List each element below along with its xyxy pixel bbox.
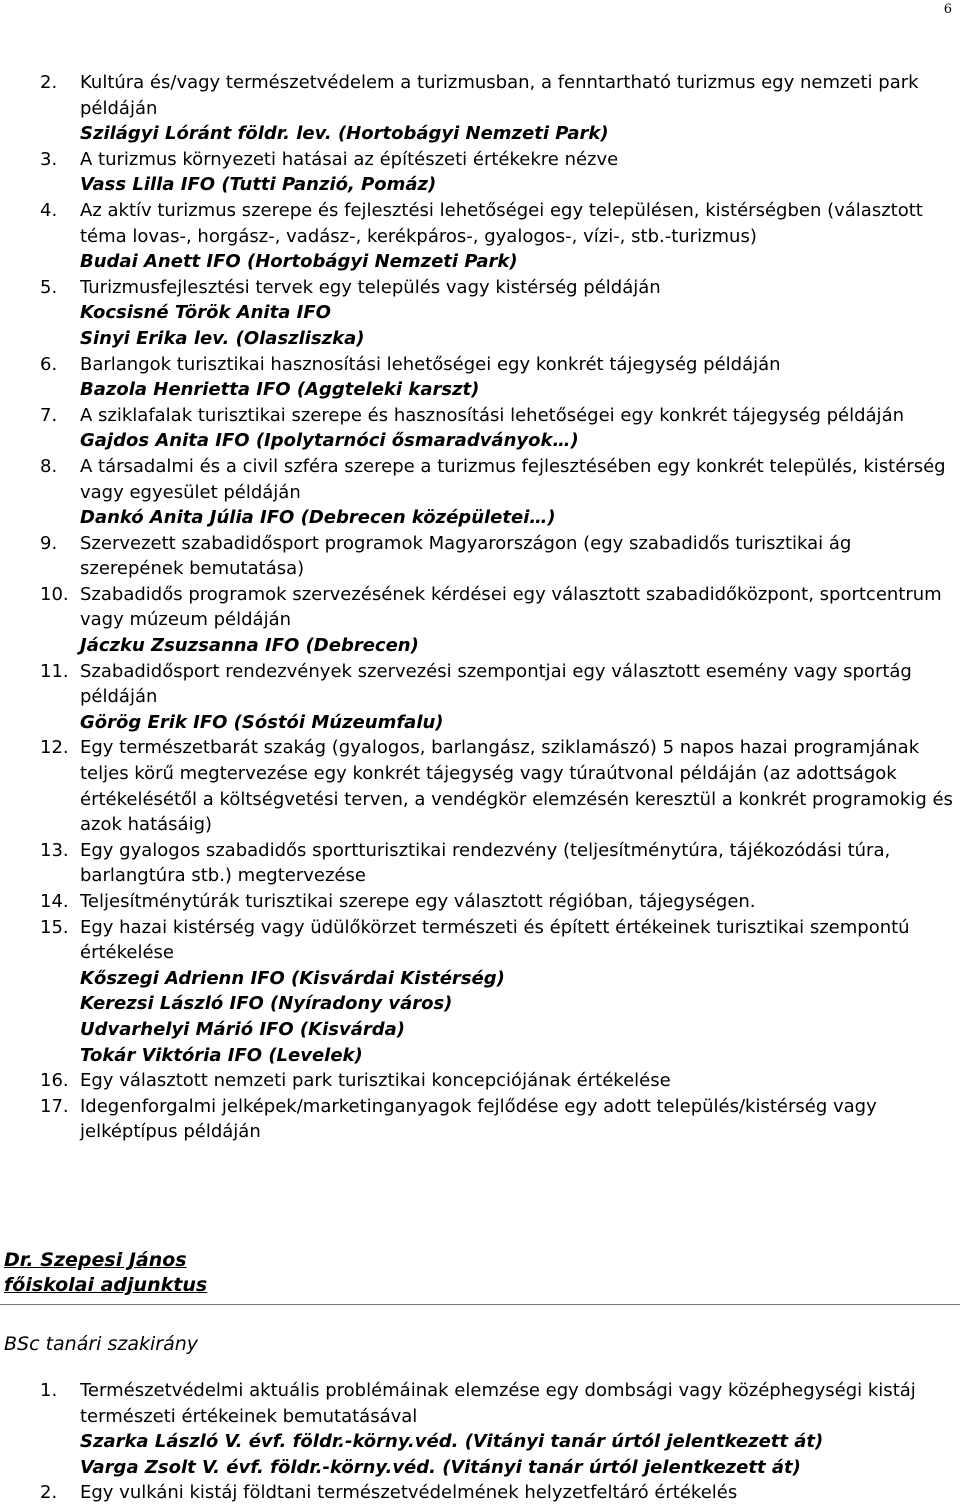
item-author: Szarka László V. évf. földr.-körny.véd. (Vitányi tanár úrtól jelentkezett át)	[80, 1431, 824, 1453]
item-body	[80, 735, 955, 837]
item-number: 5.	[40, 276, 58, 298]
item-number: 10.	[40, 583, 69, 605]
item-title: A sziklafalak turisztikai szerepe és hasznosítási lehetőségei egy konkrét tájegység példáján	[80, 404, 905, 426]
item-author: Szilágyi Lóránt földr. lev. (Hortobágyi Nemzeti Park)	[80, 123, 609, 145]
topic-list-bsc	[40, 1378, 955, 1506]
item-body	[80, 352, 955, 403]
item-author: Sinyi Erika lev. (Olaszliszka)	[80, 327, 365, 349]
item-body	[80, 275, 955, 352]
item-author: Vass Lilla IFO (Tutti Panzió, Pomáz)	[80, 174, 437, 196]
list-item	[40, 838, 955, 889]
item-body	[80, 454, 955, 531]
item-author: Gajdos Anita IFO (Ipolytarnóci ősmaradványok…)	[80, 430, 579, 452]
list-item	[40, 1094, 955, 1145]
item-title: Egy gyalogos szabadidős sportturisztikai rendezvény (teljesítménytúra, tájékozódási túra, barlangtúra stb.) megtervezése	[80, 839, 891, 887]
item-number: 14.	[40, 891, 69, 912]
item-body	[80, 70, 955, 147]
supervisor-name: Dr. Szepesi János	[4, 1249, 187, 1271]
item-title: Egy vulkáni kistáj földtani természetvédelmének helyzetfeltáró értékelés	[80, 1482, 738, 1504]
item-number: 9.	[40, 532, 58, 554]
item-title: Kultúra és/vagy természetvédelem a turizmusban, a fenntartható turizmus egy nemzeti park példáján	[80, 72, 919, 119]
item-body	[80, 1378, 955, 1480]
item-title: Szervezett szabadidősport programok Magyarországon (egy szabadidős turisztikai ág szerepének bemutatása)	[80, 532, 852, 580]
item-number: 3.	[40, 148, 58, 170]
item-body	[80, 582, 955, 659]
item-title: Az aktív turizmus szerepe és fejlesztési lehetőségei egy településen, kistérségben (választott téma lovas-, horgász-, vadász-, kerékpáros-, gyalogos-, vízi-, stb.-turizmus)	[80, 199, 923, 247]
item-body	[80, 1068, 955, 1094]
item-author: Kerezsi László IFO (Nyíradony város)	[80, 993, 453, 1015]
list-item	[40, 1378, 955, 1480]
item-number: 16.	[40, 1070, 69, 1092]
item-author: Kocsisné Török Anita IFO	[80, 302, 331, 324]
item-author: Tokár Viktória IFO (Levelek)	[80, 1044, 363, 1066]
item-body	[80, 1480, 955, 1506]
item-body	[80, 659, 955, 736]
item-number: 6.	[40, 353, 58, 375]
item-title: Természetvédelmi aktuális problémáinak elemzése egy dombsági vagy középhegységi kistáj természeti értékeinek bemutatásával	[80, 1380, 916, 1427]
list-item	[40, 659, 955, 736]
item-number: 2.	[40, 72, 58, 93]
item-title: A társadalmi és a civil szféra szerepe a turizmus fejlesztésében egy konkrét település, kistérség vagy egyesület példáján	[80, 455, 946, 503]
list-item	[40, 531, 955, 582]
item-author: Varga Zsolt V. évf. földr.-körny.véd. (Vitányi tanár úrtól jelentkezett át)	[80, 1456, 801, 1478]
item-title: Szabadidős programok szervezésének kérdései egy választott szabadidőközpont, sportcentrum vagy múzeum példáján	[80, 583, 942, 631]
item-author: Budai Anett IFO (Hortobágyi Nemzeti Park)	[80, 251, 518, 273]
item-body	[80, 1094, 955, 1145]
list-item	[40, 147, 955, 198]
item-title: Teljesítménytúrák turisztikai szerepe egy választott régióban, tájegységen.	[80, 891, 756, 912]
list-item	[40, 198, 955, 275]
item-author: Udvarhelyi Márió IFO (Kisvárda)	[80, 1018, 405, 1040]
item-number: 13.	[40, 839, 69, 861]
item-title: Egy természetbarát szakág (gyalogos, barlangász, sziklamászó) 5 napos hazai programjának teljes körű megtervezése egy konkrét tájegység vagy túraútvonal példáján (az adottságok értékelésétől a költségvetési terven, a vendégkör elemzésén keresztül a konkrét programokig és azok hatásáig)	[80, 737, 953, 836]
item-number: 1.	[40, 1380, 58, 1401]
item-body	[80, 403, 955, 454]
item-body	[80, 147, 955, 198]
item-title: A turizmus környezeti hatásai az építészeti értékekre nézve	[80, 148, 619, 170]
item-author: Görög Erik IFO (Sóstói Múzeumfalu)	[80, 711, 444, 733]
list-item	[40, 1480, 955, 1506]
list-item	[40, 915, 955, 1069]
list-item	[40, 70, 955, 147]
item-title: Barlangok turisztikai hasznosítási lehetőségei egy konkrét tájegység példáján	[80, 353, 781, 375]
topic-list	[40, 70, 955, 1145]
item-number: 17.	[40, 1095, 69, 1117]
item-body	[80, 198, 955, 275]
supervisor-role: főiskolai adjunktus	[4, 1274, 208, 1296]
item-body	[80, 531, 955, 582]
item-body	[80, 915, 955, 1069]
item-title: Turizmusfejlesztési tervek egy település vagy kistérség példáján	[80, 276, 661, 298]
page-number: 6	[943, 2, 952, 17]
list-item	[40, 403, 955, 454]
item-author: Jáczku Zsuzsanna IFO (Debrecen)	[80, 635, 419, 657]
item-number: 8.	[40, 455, 58, 477]
section-title: BSc tanári szakirány	[4, 1333, 199, 1355]
list-item	[40, 1068, 955, 1094]
list-item	[40, 889, 955, 915]
item-number: 7.	[40, 404, 58, 426]
item-title: Idegenforgalmi jelképek/marketinganyagok fejlődése egy adott település/kistérség vagy jelképtípus példáján	[80, 1095, 877, 1143]
item-body	[80, 838, 955, 889]
item-title: Egy választott nemzeti park turisztikai koncepciójának értékelése	[80, 1070, 671, 1092]
item-title: Szabadidősport rendezvények szervezési szempontjai egy választott esemény vagy sportág példáján	[80, 660, 912, 708]
item-number: 15.	[40, 916, 69, 938]
item-number: 12.	[40, 737, 69, 759]
divider-line	[0, 1304, 960, 1305]
list-item	[40, 352, 955, 403]
item-author: Kőszegi Adrienn IFO (Kisvárdai Kistérség)	[80, 967, 505, 989]
list-item	[40, 735, 955, 837]
item-number: 4.	[40, 199, 58, 221]
item-number: 2.	[40, 1482, 58, 1504]
list-item	[40, 275, 955, 352]
item-number: 11.	[40, 660, 69, 682]
item-body	[80, 889, 955, 915]
item-author: Bazola Henrietta IFO (Aggteleki karszt)	[80, 379, 480, 401]
list-item	[40, 454, 955, 531]
item-title: Egy hazai kistérség vagy üdülőkörzet természeti és épített értékeinek turisztikai szempontú értékelése	[80, 916, 910, 964]
item-author: Dankó Anita Júlia IFO (Debrecen középületei…)	[80, 507, 556, 529]
signature-block	[0, 1248, 960, 1355]
list-item	[40, 582, 955, 659]
